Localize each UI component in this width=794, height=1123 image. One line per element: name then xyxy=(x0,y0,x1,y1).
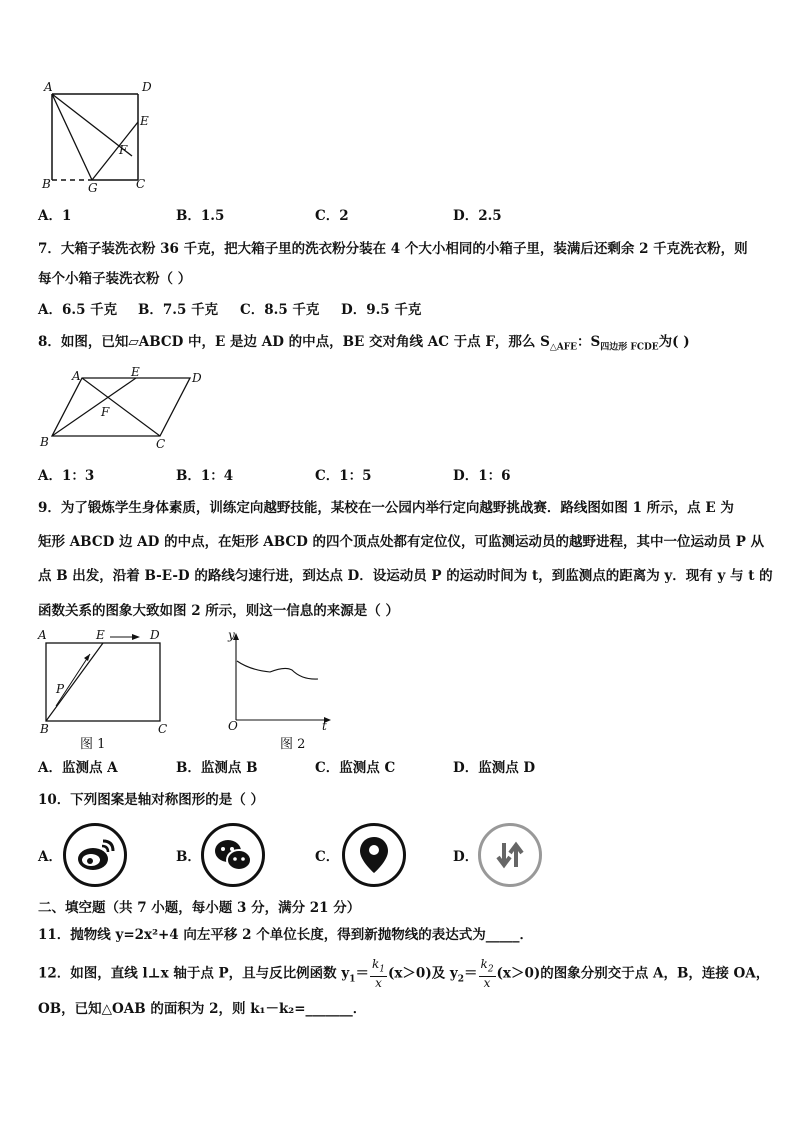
q12-y1-sub: 1 xyxy=(349,974,356,985)
q6-figure xyxy=(36,78,166,196)
q8-text-mid: ：S xyxy=(577,334,601,350)
q6-option-d: D．2.5 xyxy=(453,208,502,224)
q8-label-e: E xyxy=(131,366,140,379)
q7-text-line1: 7．大箱子装洗衣粉 36 千克，把大箱子里的洗衣粉分装在 4 个大小相同的小箱子里，装满后还剩余 2 千克洗衣粉，则 xyxy=(38,241,748,257)
q8-label-a: A xyxy=(72,369,81,383)
q7-option-c: C．8.5 千克 xyxy=(240,302,320,318)
q12-k1-den: x xyxy=(375,976,382,991)
q12-eq1: ＝ xyxy=(355,965,369,982)
q9-option-d: D．监测点 D xyxy=(453,760,536,776)
q9-fig1-label-d: D xyxy=(150,628,160,642)
section-2-heading: 二、填空题（共 7 小题，每小题 3 分，满分 21 分） xyxy=(38,900,361,916)
q12-text-line1 xyxy=(38,958,769,994)
q12-pre: 12．如图，直线 l⊥x 轴于点 P，且与反比例函数 y xyxy=(38,965,350,982)
q9-text-line3: 点 B 出发，沿着 B-E-D 的路线匀速行进，到达点 D．设运动员 P 的运动时间为 t，到监测点的距离为 y．现有 y 与 t 的 xyxy=(38,568,773,584)
q9-figure-1 xyxy=(34,626,184,754)
q8-option-a: A．1：3 xyxy=(38,468,95,484)
q8-sub-fcde: 四边形 FCDE xyxy=(600,342,659,353)
q11-text: 11．抛物线 y=2x²+4 向左平移 2 个单位长度，得到新抛物线的表达式为_____． xyxy=(38,927,533,943)
q10-text: 10．下列图案是轴对称图形的是（ ） xyxy=(38,792,264,808)
q12-y2-sub: 2 xyxy=(457,974,465,985)
q9-fig2-label-o: O xyxy=(228,719,238,733)
location-pin-icon xyxy=(342,823,406,887)
q8-text xyxy=(38,333,690,357)
q12-cond1: (x＞0)及 y xyxy=(388,965,458,982)
q8-option-b: B．1：4 xyxy=(176,468,234,484)
q10-option-d-label: D． xyxy=(453,849,479,865)
q6-option-a: A．1 xyxy=(38,208,72,224)
q6-label-d: D xyxy=(142,80,152,94)
q9-text-line1: 9．为了锻炼学生身体素质，训练定向越野技能，某校在一公园内举行定向越野挑战赛．路线图如图 1 所示，点 E 为 xyxy=(38,500,734,516)
q9-fig1-label-p: P xyxy=(56,682,65,696)
q6-label-a: A xyxy=(44,80,53,94)
q9-text-line2: 矩形 ABCD 边 AD 的中点，在矩形 ABCD 的四个顶点处都有定位仪，可监测运动员的越野进程，其中一位运动员 P 从 xyxy=(38,534,765,550)
q10-option-c-label: C． xyxy=(315,849,340,865)
q8-label-b: B xyxy=(40,435,49,449)
q9-fig1-label-e: E xyxy=(96,628,105,642)
q9-fig2-label-t: t xyxy=(322,719,327,733)
q9-fig1-label-b: B xyxy=(40,722,49,736)
q6-label-g: G xyxy=(88,181,98,195)
q8-label-d: D xyxy=(192,371,202,385)
q12-fraction-k1 xyxy=(370,958,387,990)
q7-text-line2: 每个小箱子装洗衣粉（ ） xyxy=(38,271,192,287)
q9-fig2-label-y: y xyxy=(228,628,235,642)
q12-text-line2: OB，已知△OAB 的面积为 2，则 k₁－k₂=_______． xyxy=(38,1001,367,1017)
q8-sub-afe: △AFE xyxy=(549,342,578,353)
q12-k2-sub: 2 xyxy=(487,964,494,975)
q6-option-b: B．1.5 xyxy=(176,208,225,224)
q8-label-f: F xyxy=(101,405,110,419)
q6-label-f: F xyxy=(119,143,128,157)
q10-option-a-label: A． xyxy=(38,849,62,865)
q9-fig1-label-c: C xyxy=(158,722,168,736)
q12-k2-den: x xyxy=(483,976,491,991)
weibo-icon xyxy=(63,823,127,887)
q6-label-e: E xyxy=(140,114,149,128)
q9-fig1-caption: 图 1 xyxy=(80,737,106,752)
q8-option-d: D．1：6 xyxy=(453,468,511,484)
q6-label-b: B xyxy=(42,177,51,191)
q9-figure-2 xyxy=(220,626,340,754)
q12-k2-num: k xyxy=(480,957,488,971)
q12-cond2: (x＞0)的图象分别交于点 A，B，连接 OA， xyxy=(496,965,770,982)
q9-option-c: C．监测点 C xyxy=(315,760,396,776)
q8-figure xyxy=(36,366,206,452)
q12-fraction-k2 xyxy=(479,958,496,990)
q9-option-b: B．监测点 B xyxy=(176,760,258,776)
q8-text-pre: 8．如图，已知▱ABCD 中，E 是边 AD 的中点，BE 交对角线 AC 于点 F，那么 S xyxy=(38,334,550,350)
q7-option-a: A．6.5 千克 xyxy=(38,302,118,318)
q8-option-c: C．1：5 xyxy=(315,468,372,484)
q9-text-line4: 函数关系的图象大致如图 2 所示，则这一信息的来源是（ ） xyxy=(38,603,399,619)
q8-text-post: 为( ) xyxy=(658,334,690,350)
q8-label-c: C xyxy=(156,437,166,451)
q6-label-c: C xyxy=(136,177,146,191)
q7-option-b: B．7.5 千克 xyxy=(138,302,219,318)
q6-option-c: C．2 xyxy=(315,208,349,224)
q10-option-b-label: B． xyxy=(176,849,201,865)
q12-k1-num: k xyxy=(371,957,380,971)
q9-fig1-label-a: A xyxy=(38,628,47,642)
q7-option-d: D．9.5 千克 xyxy=(341,302,422,318)
q12-k1-sub: 1 xyxy=(379,964,385,975)
wechat-icon xyxy=(201,823,265,887)
up-down-arrows-icon xyxy=(478,823,542,887)
q12-eq2: ＝ xyxy=(464,965,478,982)
q9-option-a: A．监测点 A xyxy=(38,760,118,776)
q9-fig2-caption: 图 2 xyxy=(280,737,306,752)
